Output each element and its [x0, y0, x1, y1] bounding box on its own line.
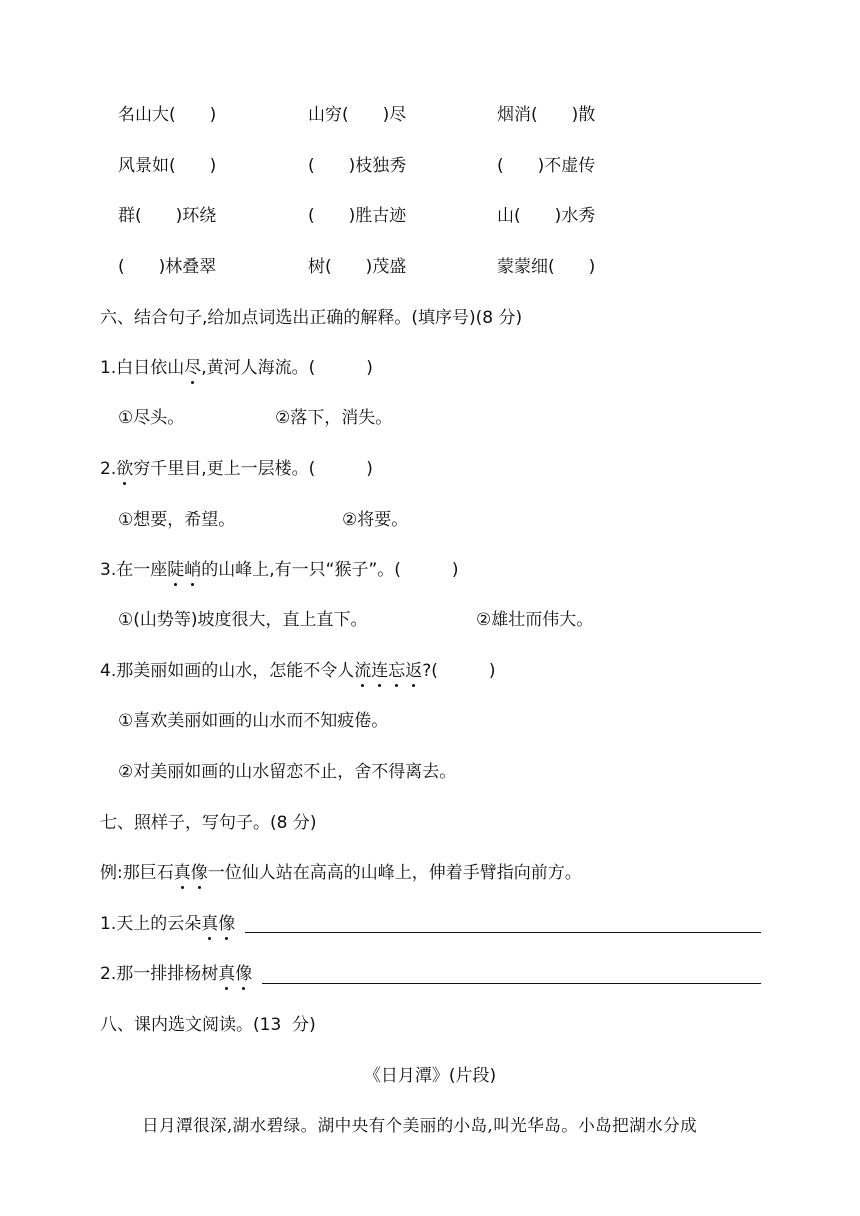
q4-option-2: ②对美丽如画的山水留恋不止，舍不得离去。 [118, 762, 457, 782]
emphasis-dot-char: 像 [218, 914, 236, 934]
q3-dotted-word [167, 560, 201, 580]
question-4 [100, 660, 496, 682]
idiom-cell: 山穷( )尽 [308, 105, 407, 125]
question-1 [100, 357, 373, 379]
q1-option-1: ①尽头。 [118, 408, 185, 428]
answer-line-1[interactable] [245, 932, 761, 933]
example-text-pre: 例:那巨石 [100, 863, 174, 883]
emphasis-dot-char: 真 [173, 863, 191, 883]
q2-dotted-word: 欲 [116, 459, 134, 479]
example-text-post: 一位仙人站在高高的山峰上，伸着手臂指向前方。 [207, 863, 582, 883]
write-q2-text: 2.那一排排杨树 [100, 964, 219, 984]
q3-text-post: 的山峰上,有一只“猴子”。( ) [201, 560, 459, 580]
q2-text-post: 穷千里目,更上一层楼。( ) [133, 459, 373, 479]
passage-paragraph: 日月潭很深,湖水碧绿。湖中央有个美丽的小岛,叫光华岛。小岛把湖水分成 [142, 1116, 698, 1135]
q2-option-1: ①想要，希望。 [118, 510, 236, 530]
section8-heading: 八、课内选文阅读。(13 分) [100, 1015, 316, 1035]
emphasis-dot-char: 连 [371, 661, 389, 681]
emphasis-dot-char: 真 [218, 964, 236, 984]
idiom-cell: ( )枝独秀 [308, 156, 407, 176]
q1-text-post: ,黄河人海流。( ) [201, 358, 373, 378]
q2-text-pre: 2. [100, 459, 117, 479]
q3-option-1: ①(山势等)坡度很大，直上直下。 [118, 610, 368, 630]
q1-text-pre: 1.白日依山 [100, 358, 185, 378]
example-dotted-word [174, 863, 208, 883]
emphasis-dot-char: 像 [190, 863, 208, 883]
question-3 [100, 559, 459, 581]
q3-option-2: ②雄壮而伟大。 [476, 610, 594, 630]
passage-title: 《日月潭》(片段) [363, 1066, 497, 1086]
q4-text-pre: 4.那美丽如画的山水，怎能不令人 [100, 661, 355, 681]
emphasis-dot-char: 流 [354, 661, 372, 681]
emphasis-dot-char: 陡 [167, 560, 185, 580]
idiom-cell: ( )林叠翠 [118, 257, 217, 277]
write-question-2 [100, 963, 252, 985]
idiom-cell: 蒙蒙细( ) [497, 257, 596, 277]
emphasis-dot-char: 返 [405, 661, 423, 681]
section7-heading: 七、照样子，写句子。(8 分) [100, 813, 317, 833]
q1-option-2: ②落下，消失。 [275, 408, 393, 428]
write-question-1 [100, 913, 235, 935]
question-2 [100, 458, 373, 480]
idiom-cell: 树( )茂盛 [308, 257, 407, 277]
q2-option-2: ②将要。 [342, 510, 409, 530]
write-q1-text: 1.天上的云朵 [100, 914, 202, 934]
idiom-cell: 烟消( )散 [497, 105, 596, 125]
idiom-cell: 山( )水秀 [497, 206, 596, 226]
example-sentence [100, 862, 582, 884]
emphasis-dot-char: 峭 [184, 560, 202, 580]
emphasis-dot-char: 真 [201, 914, 219, 934]
idiom-cell: 名山大( ) [118, 105, 217, 125]
q4-text-post: ?( ) [422, 661, 496, 681]
emphasis-dot-char: 忘 [388, 661, 406, 681]
q4-option-1: ①喜欢美丽如画的山水而不知疲倦。 [118, 711, 389, 731]
idiom-cell: ( )不虚传 [497, 156, 596, 176]
idiom-cell: 风景如( ) [118, 156, 217, 176]
write-q1-dotted-word [201, 914, 235, 934]
section6-heading: 六、结合句子,给加点词选出正确的解释。(填序号)(8 分) [100, 308, 523, 328]
emphasis-dot-char: 像 [235, 964, 253, 984]
q3-text-pre: 3.在一座 [100, 560, 168, 580]
idiom-cell: ( )胜古迹 [308, 206, 407, 226]
idiom-cell: 群( )环绕 [118, 206, 217, 226]
answer-line-2[interactable] [262, 983, 761, 984]
q4-dotted-word [354, 661, 422, 681]
write-q2-dotted-word [218, 964, 252, 984]
q1-dotted-word: 尽 [184, 358, 202, 378]
